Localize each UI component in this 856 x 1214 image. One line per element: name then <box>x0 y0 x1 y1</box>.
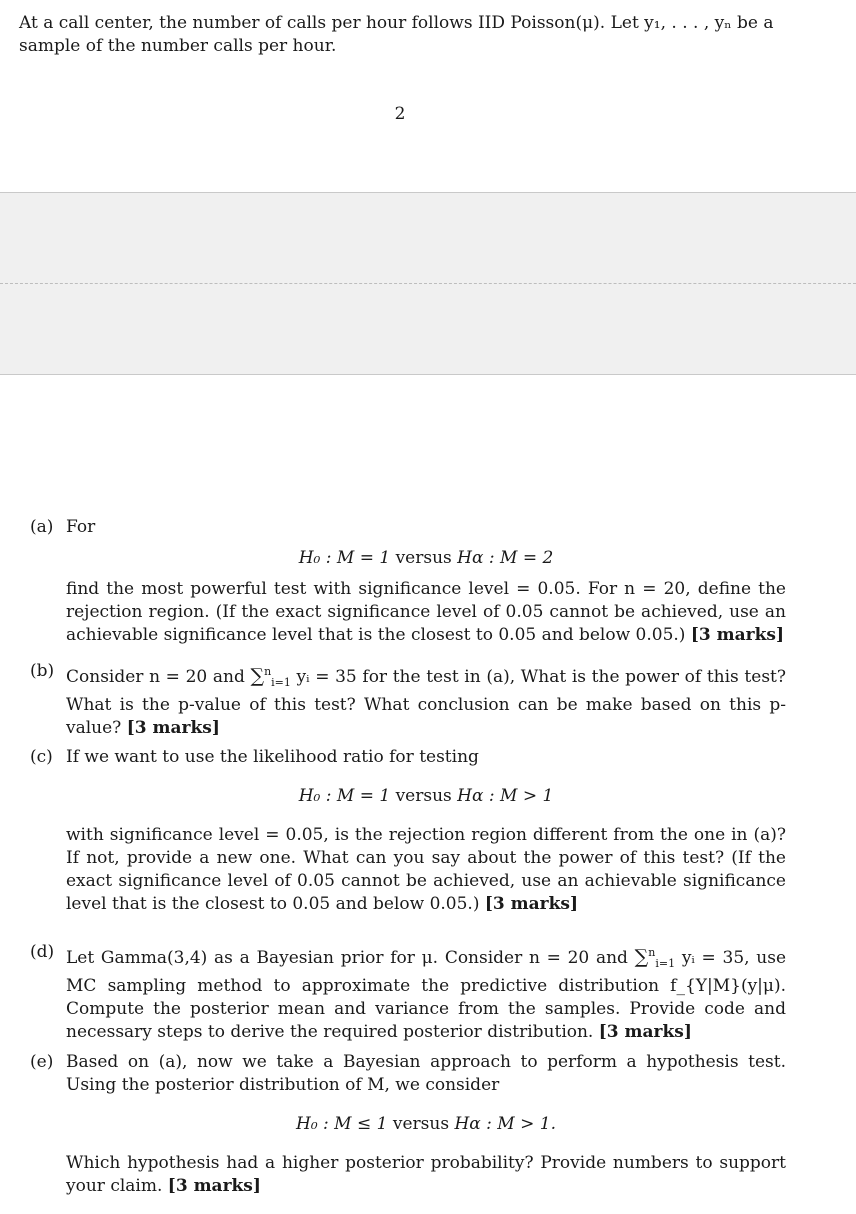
part-d-label: (d) <box>30 942 55 962</box>
part-c-null-hypothesis: H₀ : M = 1 <box>298 786 391 806</box>
part-e-hypothesis-equation <box>66 1113 786 1136</box>
part-c-alt-hypothesis: Hα : M > 1 <box>457 786 554 806</box>
part-b-text-start: Consider n = 20 and <box>66 667 245 687</box>
part-e-null-hypothesis: H₀ : M ≤ 1 <box>296 1114 388 1134</box>
summation-icon: ∑ <box>634 946 649 968</box>
part-c-lead: If we want to use the likelihood ratio for testing <box>66 747 479 767</box>
part-a-text: find the most powerful test with significance level = 0.05. For n = 20, define the rejection region. (If the exact significance level of 0.05 cannot be achieved, use an achievable significance level that is the closest to 0.05 and below 0.05.) <box>66 579 786 645</box>
part-a-label: (a) <box>30 517 54 537</box>
part-e-label: (e) <box>30 1052 54 1072</box>
part-e-text: Based on (a), now we take a Bayesian approach to perform a hypothesis test. Using the posterior distribution of M, we consider <box>66 1052 786 1095</box>
question-part-b <box>30 660 786 740</box>
part-e-marks: [3 marks] <box>167 1176 261 1196</box>
part-d-sum-upper: n <box>648 946 656 959</box>
part-d-text-start: Let Gamma(3,4) as a Bayesian prior for μ. Consider n = 20 and <box>66 948 628 968</box>
part-a-lead: For <box>66 517 96 537</box>
part-c-versus: versus <box>395 786 452 806</box>
part-e-versus: versus <box>392 1114 450 1134</box>
part-a-hypothesis-equation <box>66 547 786 570</box>
intro-paragraph: At a call center, the number of calls per hour follows IID Poisson(μ). Let y₁, . . . , yₙ be a sample of the number calls per hour. <box>19 13 774 56</box>
part-c-hypothesis-equation <box>66 785 786 808</box>
part-d-text-rest: yᵢ = 35, use MC sampling method to approximate the predictive distribution f_{Y|M}(y|μ). Compute the posterior mean and variance from the samples. Provide code and necessary steps to derive the required posterior distribution. <box>66 948 787 1042</box>
part-d-marks: [3 marks] <box>598 1022 692 1042</box>
part-c-marks: [3 marks] <box>484 894 579 914</box>
page-break-band <box>0 192 856 375</box>
part-e-alt-hypothesis: Hα : M > 1. <box>454 1114 556 1134</box>
part-a-alt-hypothesis: Hα : M = 2 <box>457 548 554 568</box>
question-part-a <box>30 516 786 647</box>
question-part-c <box>30 746 786 916</box>
question-part-e <box>30 1051 786 1198</box>
part-b-marks: [3 marks] <box>126 718 220 738</box>
part-b-sum-upper: n <box>264 665 272 678</box>
question-part-d <box>30 941 786 1044</box>
part-b-text-rest: yᵢ = 35 for the test in (a), What is the power of this test? What is the p-value of this test? What conclusion can be make based on this p-value? <box>66 667 786 738</box>
part-d-sum-lower: i=1 <box>655 957 676 970</box>
summation-icon: ∑ <box>250 665 265 687</box>
page-break-divider <box>0 283 856 284</box>
part-e-text2: Which hypothesis had a higher posterior probability? Provide numbers to support your claim. <box>66 1153 786 1196</box>
part-b-sum-lower: i=1 <box>271 676 291 689</box>
part-b-label: (b) <box>30 661 55 681</box>
part-a-versus: versus <box>395 548 452 568</box>
part-a-marks: [3 marks] <box>690 625 784 645</box>
part-c-label: (c) <box>30 747 53 767</box>
page-number: 2 <box>394 104 406 124</box>
part-c-text: with significance level = 0.05, is the rejection region different from the one in (a)? If not, provide a new one. What can you say about the power of this test? (If the exact significance level of 0.05 cannot be achieved, use an achievable significance level that is the closest to 0.05 and below 0.05.) <box>66 825 786 914</box>
part-a-null-hypothesis: H₀ : M = 1 <box>298 548 391 568</box>
